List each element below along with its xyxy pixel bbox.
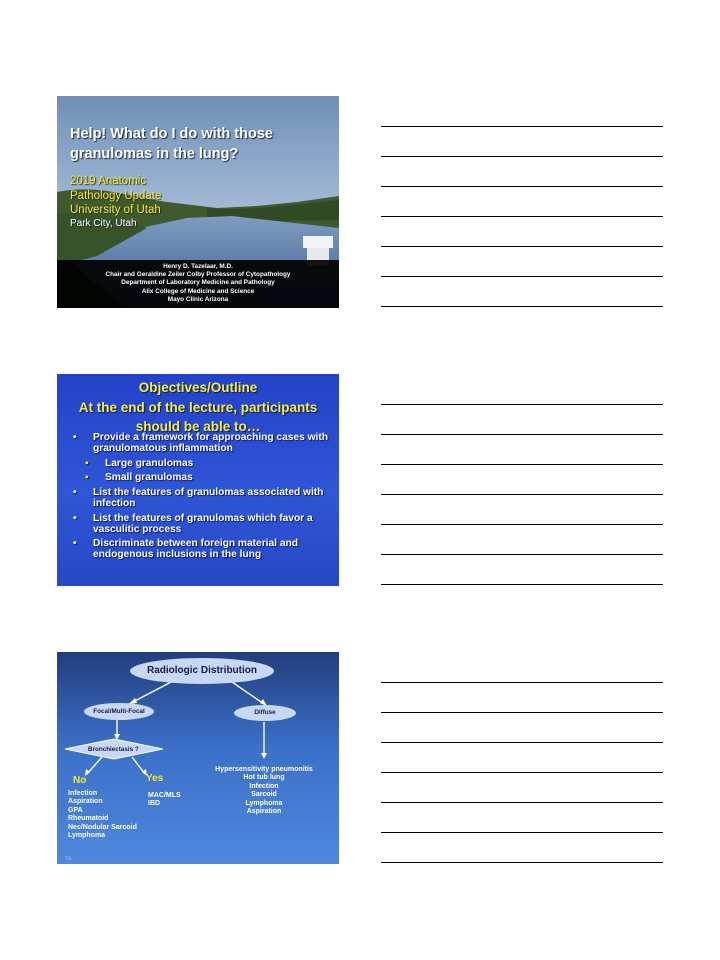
- slide-heading: [57, 378, 339, 437]
- diffuse-list: [209, 766, 319, 816]
- speaker-title: Chair and Geraldine Zeiler Colby Professor of Cytopathology: [105, 271, 291, 279]
- list-item: Aspiration: [68, 798, 103, 806]
- bronchiectasis-decision: Bronchiectasis ?: [88, 746, 139, 753]
- list-item: Aspiration: [246, 808, 282, 816]
- objectives-slide: [57, 374, 339, 586]
- diffuse-node: Diffuse: [234, 705, 296, 721]
- objective-subitem: ▪ Large granulomas: [85, 457, 194, 469]
- bullet-icon: •: [73, 538, 77, 550]
- list-item: IBD: [148, 800, 161, 808]
- objective-subitem: ▪ Small granulomas: [85, 472, 193, 484]
- speaker-department: Department of Laboratory Medicine and Pathology: [121, 279, 275, 287]
- list-item: Sarcoid: [251, 791, 277, 799]
- bullet-icon: •: [73, 512, 77, 524]
- list-item: Hypersensitivity pneumonitis: [215, 766, 313, 773]
- list-item: Lymphoma: [68, 832, 106, 840]
- objectives-list: [73, 433, 331, 565]
- heading-line: At the end of the lecture, participants: [78, 399, 318, 415]
- radiologic-distribution-node: Radiologic Distribution: [130, 658, 274, 684]
- flowchart-slide: [57, 652, 339, 864]
- list-item: Hot tub lung: [243, 774, 285, 782]
- note-line: [381, 554, 663, 555]
- note-line: [381, 126, 663, 127]
- list-item: Lymphoma: [245, 799, 283, 807]
- yes-branch-list: [148, 792, 181, 809]
- speaker-institution: Mayo Clinic Arizona: [167, 295, 229, 303]
- note-line: [381, 494, 663, 495]
- bullet-icon: •: [73, 432, 77, 443]
- no-branch-list: [68, 790, 137, 840]
- speaker-credits: [57, 260, 339, 308]
- presentation-title: Help! What do I do with those granulomas in the lung?: [70, 126, 273, 162]
- list-item: MAC/MLS: [148, 792, 181, 799]
- list-item: Nec/Nodular Sarcoid: [68, 823, 137, 831]
- note-line: [381, 246, 663, 247]
- svg-text:TA: TA: [65, 856, 72, 862]
- note-line: [381, 862, 663, 863]
- note-line: [381, 186, 663, 187]
- note-line: [381, 682, 663, 683]
- list-item: GPA: [68, 806, 83, 814]
- note-line: [381, 772, 663, 773]
- list-item: Rheumatoid: [68, 815, 109, 823]
- event-location: Park City, Utah: [70, 218, 137, 229]
- heading-line: Objectives/Outline: [138, 380, 258, 395]
- objective-item: • List the features of granulomas which favor a vasculitic process: [73, 512, 313, 535]
- event-line: Pathology Update: [70, 189, 162, 202]
- note-line: [381, 276, 663, 277]
- note-line: [381, 802, 663, 803]
- note-line: [381, 832, 663, 833]
- note-line: [381, 584, 663, 585]
- event-name: [70, 174, 161, 218]
- note-line: [381, 524, 663, 525]
- title-slide: [57, 96, 339, 308]
- note-line: [381, 216, 663, 217]
- note-line: [381, 156, 663, 157]
- event-line: 2019 Anatomic: [70, 175, 147, 187]
- note-line: [381, 742, 663, 743]
- note-line: [381, 404, 663, 405]
- square-bullet-icon: ▪: [85, 472, 89, 484]
- note-line: [381, 464, 663, 465]
- speaker-college: Alix College of Medicine and Science: [141, 287, 255, 295]
- no-branch-label: No: [73, 775, 87, 786]
- note-line: [381, 434, 663, 435]
- focal-node: Focal/Multi-Focal: [84, 703, 154, 720]
- heading-line: should be able to…: [135, 419, 261, 434]
- yes-branch-label: Yes: [146, 773, 164, 784]
- objective-item: • Discriminate between foreign material and endogenous inclusions in the lung: [73, 538, 298, 561]
- objective-item: • List the features of granulomas associated with infection: [73, 487, 324, 509]
- objective-item: • Provide a framework for approaching cases with granulomatous inflammation: [73, 432, 328, 454]
- list-item: Infection: [68, 790, 98, 797]
- list-item: Infection: [249, 782, 279, 790]
- note-line: [381, 712, 663, 713]
- event-line: University of Utah: [70, 204, 161, 216]
- bullet-icon: •: [73, 487, 77, 499]
- note-line: [381, 306, 663, 307]
- speaker-name: Henry D. Tazelaar, M.D.: [163, 263, 233, 270]
- square-bullet-icon: ▪: [85, 457, 89, 469]
